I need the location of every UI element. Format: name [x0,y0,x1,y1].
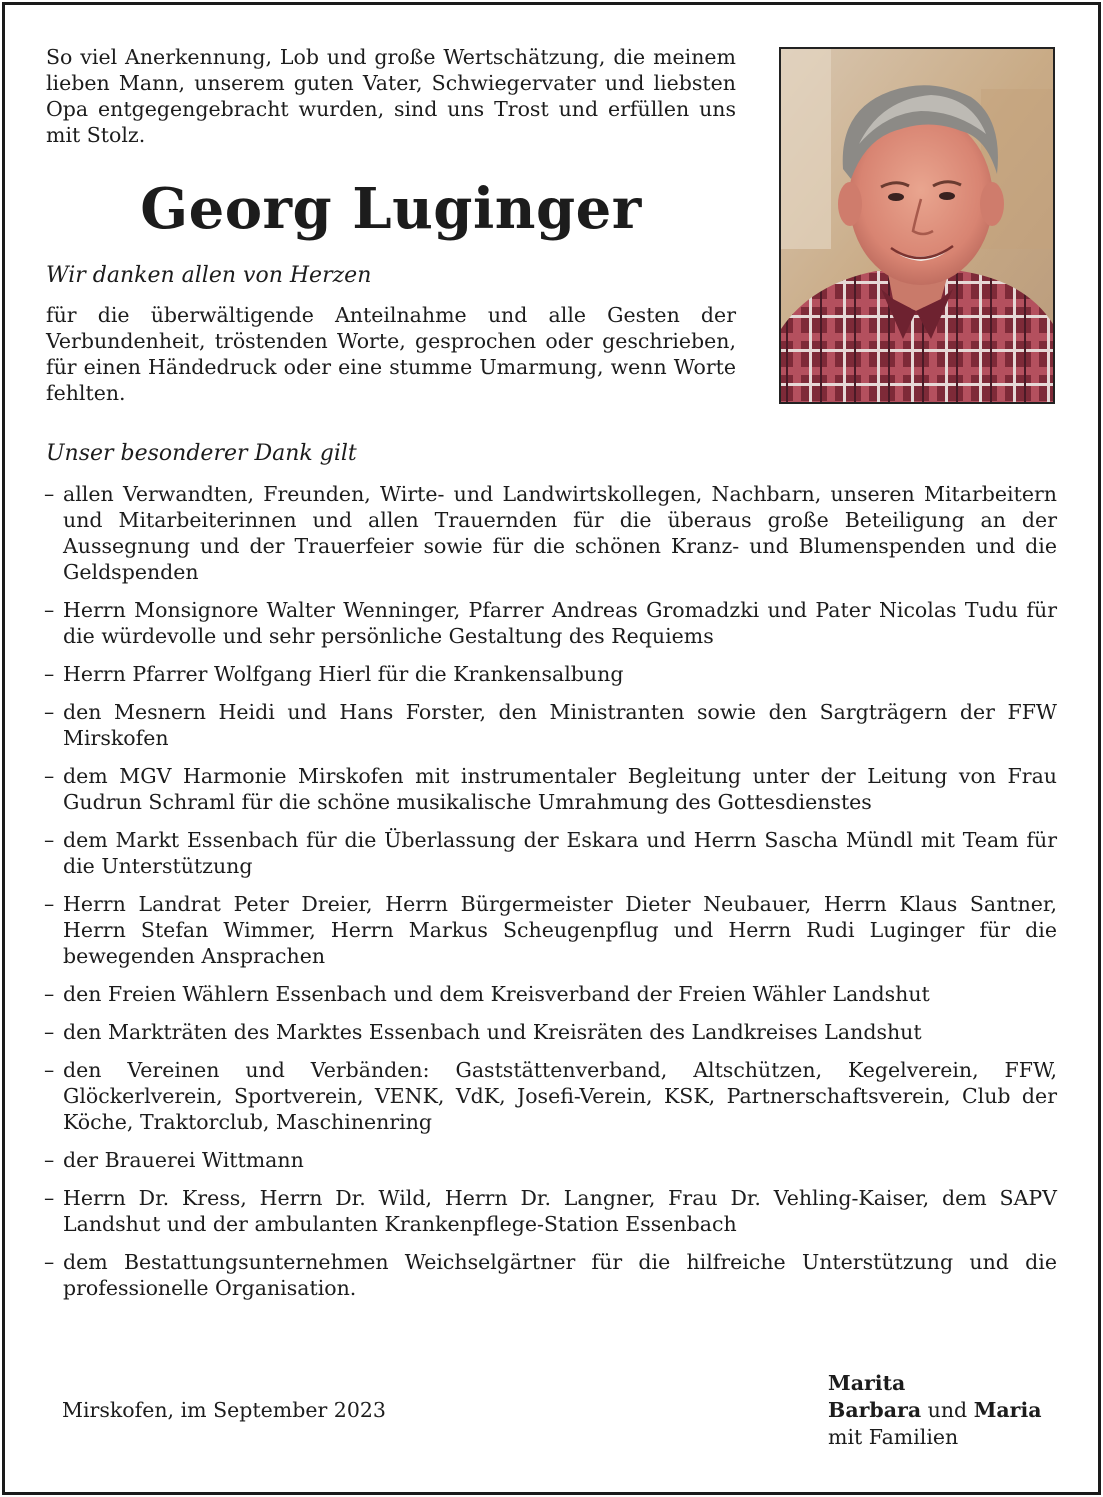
portrait-photo [779,47,1055,404]
list-item-text: Herrn Landrat Peter Dreier, Herrn Bürgermeister Dieter Neubauer, Herrn Klaus Santner, Herrn Stefan Wimmer, Herrn Markus Scheugenpflug und Herrn Rudi Luginger für die bewegenden Ansprachen [63,892,1057,968]
list-dash: – [44,1250,55,1274]
list-dash: – [44,1186,55,1210]
list-item [44,597,1057,649]
thanks-heading: Wir danken allen von Herzen [46,263,372,288]
list-item [44,661,1057,687]
list-dash: – [44,828,55,852]
intro-text: So viel Anerkennung, Lob und große Wertschätzung, die meinem lieben Mann, unserem guten Vater, Schwiegervater und liebsten Opa entgegengebracht wurden, sind uns Trost und erfüllen uns mit Stolz. [46,45,736,147]
list-dash: – [44,662,55,686]
list-item [44,699,1057,751]
signature-conjunction: und [921,1398,974,1422]
list-item [44,891,1057,969]
list-item [44,827,1057,879]
list-item [44,981,1057,1007]
list-item-text: den Mesnern Heidi und Hans Forster, den Ministranten sowie den Sargträgern der FFW Mirskofen [63,700,1057,750]
list-item [44,1019,1057,1045]
list-item-text: allen Verwandten, Freunden, Wirte- und Landwirtskollegen, Nachbarn, unseren Mitarbeitern und Mitarbeiterinnen und allen Trauernden für die überaus große Beteiligung an der Aussegnung und der Trauerfeier sowie für die schönen Kranz- und Blumenspenden und die Geldspenden [63,482,1057,584]
list-item-text: den Freien Wählern Essenbach und dem Kreisverband der Freien Wähler Landshut [63,982,930,1006]
list-item-text: dem Markt Essenbach für die Überlassung der Eskara und Herrn Sascha Mündl mit Team für die Unterstützung [63,828,1057,878]
list-dash: – [44,598,55,622]
signature-name-1: Marita [828,1371,906,1395]
list-item [44,1185,1057,1237]
list-dash: – [44,764,55,788]
thanks-text: für die überwältigende Anteilnahme und alle Gesten der Verbundenheit, tröstenden Worte, gesprochen oder geschrieben, für einen Händedruck oder eine stumme Umarmung, wenn Worte fehlten. [46,303,736,405]
list-dash: – [44,1058,55,1082]
list-item-text: Herrn Monsignore Walter Wenninger, Pfarrer Andreas Gromadzki und Pater Nicolas Tudu für die würdevolle und sehr persönliche Gestaltung des Requiems [63,598,1057,648]
deceased-name: Georg Luginger [140,176,642,242]
list-item-text: dem Bestattungsunternehmen Weichselgärtner für die hilfreiche Unterstützung und die professionelle Organisation. [63,1250,1057,1300]
list-item-text: Herrn Pfarrer Wolfgang Hierl für die Krankensalbung [63,662,624,686]
list-dash: – [44,482,55,506]
list-item-text: den Vereinen und Verbänden: Gaststättenverband, Altschützen, Kegelverein, FFW, Glöckerlverein, Sportverein, VENK, VdK, Josefi-Verein, KSK, Partnerschaftsverein, Club der Köche, Traktorclub, Maschinenring [63,1058,1057,1134]
list-item [44,1249,1057,1301]
list-dash: – [44,1020,55,1044]
list-item [44,1147,1057,1173]
portrait-illustration [781,49,1053,402]
list-item-text: den Markträten des Marktes Essenbach und Kreisräten des Landkreises Landshut [63,1020,922,1044]
signature-name-2: Barbara [828,1398,922,1422]
signature-block [828,1370,1042,1451]
special-thanks-heading: Unser besonderer Dank gilt [46,441,357,466]
list-item-text: Herrn Dr. Kress, Herrn Dr. Wild, Herrn Dr. Langner, Frau Dr. Vehling-Kaiser, dem SAPV Landshut und der ambulanten Krankenpflege-Station Essenbach [63,1186,1057,1236]
signature-line-3: mit Familien [828,1425,959,1449]
signature-line-2 [828,1397,1042,1424]
signature-name-3: Maria [973,1398,1042,1422]
list-item [44,763,1057,815]
list-dash: – [44,982,55,1006]
list-item-text: der Brauerei Wittmann [63,1148,304,1172]
list-item [44,481,1057,585]
special-thanks-list [44,481,1057,1313]
list-item [44,1057,1057,1135]
list-dash: – [44,892,55,916]
list-item-text: dem MGV Harmonie Mirskofen mit instrumentaler Begleitung unter der Leitung von Frau Gudrun Schraml für die schöne musikalische Umrahmung des Gottesdienstes [63,764,1057,814]
list-dash: – [44,1148,55,1172]
list-dash: – [44,700,55,724]
place-date: Mirskofen, im September 2023 [62,1398,386,1422]
